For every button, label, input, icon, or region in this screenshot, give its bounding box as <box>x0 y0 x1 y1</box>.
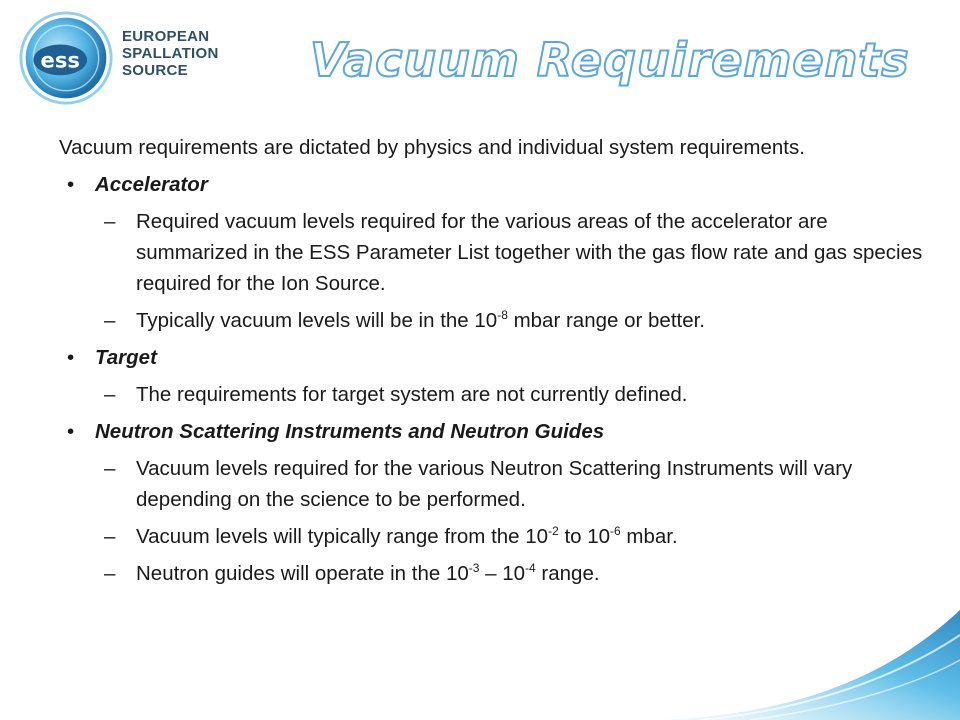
section-heading <box>59 416 929 447</box>
dash-icon: – <box>104 525 116 548</box>
sub-item <box>59 521 929 552</box>
logo-line-2: SPALLATION <box>122 45 219 62</box>
sub-item <box>59 305 929 336</box>
section-heading-text: Target <box>95 346 157 369</box>
bullet-icon: • <box>67 346 75 369</box>
sub-item-text: Required vacuum levels required for the various areas of the accelerator are summarized in the ESS Parameter List together with the gas flow rate and gas species required for the Ion Source. <box>136 210 923 295</box>
dash-icon: – <box>104 383 116 406</box>
ess-logo-wordmark <box>122 28 219 79</box>
corner-swoosh <box>660 590 960 720</box>
sub-item-text: – 10 <box>479 562 526 585</box>
sub-item <box>59 206 929 299</box>
dash-icon: – <box>104 562 116 585</box>
intro-paragraph: Vacuum requirements are dictated by physics and individual system requirements. <box>59 136 805 159</box>
slide-title: Vacuum Requirements <box>310 33 910 87</box>
sub-item-text: mbar. <box>620 525 678 548</box>
ess-logo-mark <box>18 10 114 106</box>
dash-icon: – <box>104 210 116 233</box>
logo-line-1: EUROPEAN <box>122 28 210 45</box>
dash-icon: – <box>104 457 116 480</box>
exponent: -3 <box>468 561 480 575</box>
exponent: -6 <box>610 524 621 538</box>
sub-item-text: Neutron guides will operate in the 10 <box>136 562 469 585</box>
sub-item-text: Typically vacuum levels will be in the 10 <box>136 309 498 332</box>
section-neutron <box>59 416 929 589</box>
sub-item <box>59 379 929 410</box>
bullet-icon: • <box>67 173 75 196</box>
section-heading <box>59 342 929 373</box>
sub-item-text: Vacuum levels required for the various Neutron Scattering Instruments will vary depending on the science to be performed. <box>136 457 853 511</box>
exponent: -8 <box>497 308 508 322</box>
sub-item-text: range. <box>535 562 600 585</box>
sub-item <box>59 453 929 515</box>
section-accelerator <box>59 169 929 336</box>
section-heading <box>59 169 929 200</box>
dash-icon: – <box>104 309 116 332</box>
sub-item-text: to 10 <box>558 525 611 548</box>
svg-text:ess: ess <box>40 47 80 73</box>
ess-logo <box>14 10 219 110</box>
section-heading-text: Accelerator <box>95 173 208 196</box>
sub-item <box>59 558 929 589</box>
section-heading-text: Neutron Scattering Instruments and Neutron Guides <box>95 420 605 443</box>
section-target <box>59 342 929 410</box>
sub-item-text: Vacuum levels will typically range from the 10 <box>136 525 549 548</box>
sub-item-text: The requirements for target system are not currently defined. <box>136 383 688 406</box>
sub-item-text: mbar range or better. <box>507 309 706 332</box>
exponent: -2 <box>548 524 559 538</box>
slide-body <box>59 132 929 595</box>
logo-line-3: SOURCE <box>122 62 188 79</box>
bullet-icon: • <box>67 420 75 443</box>
exponent: -4 <box>525 561 536 575</box>
